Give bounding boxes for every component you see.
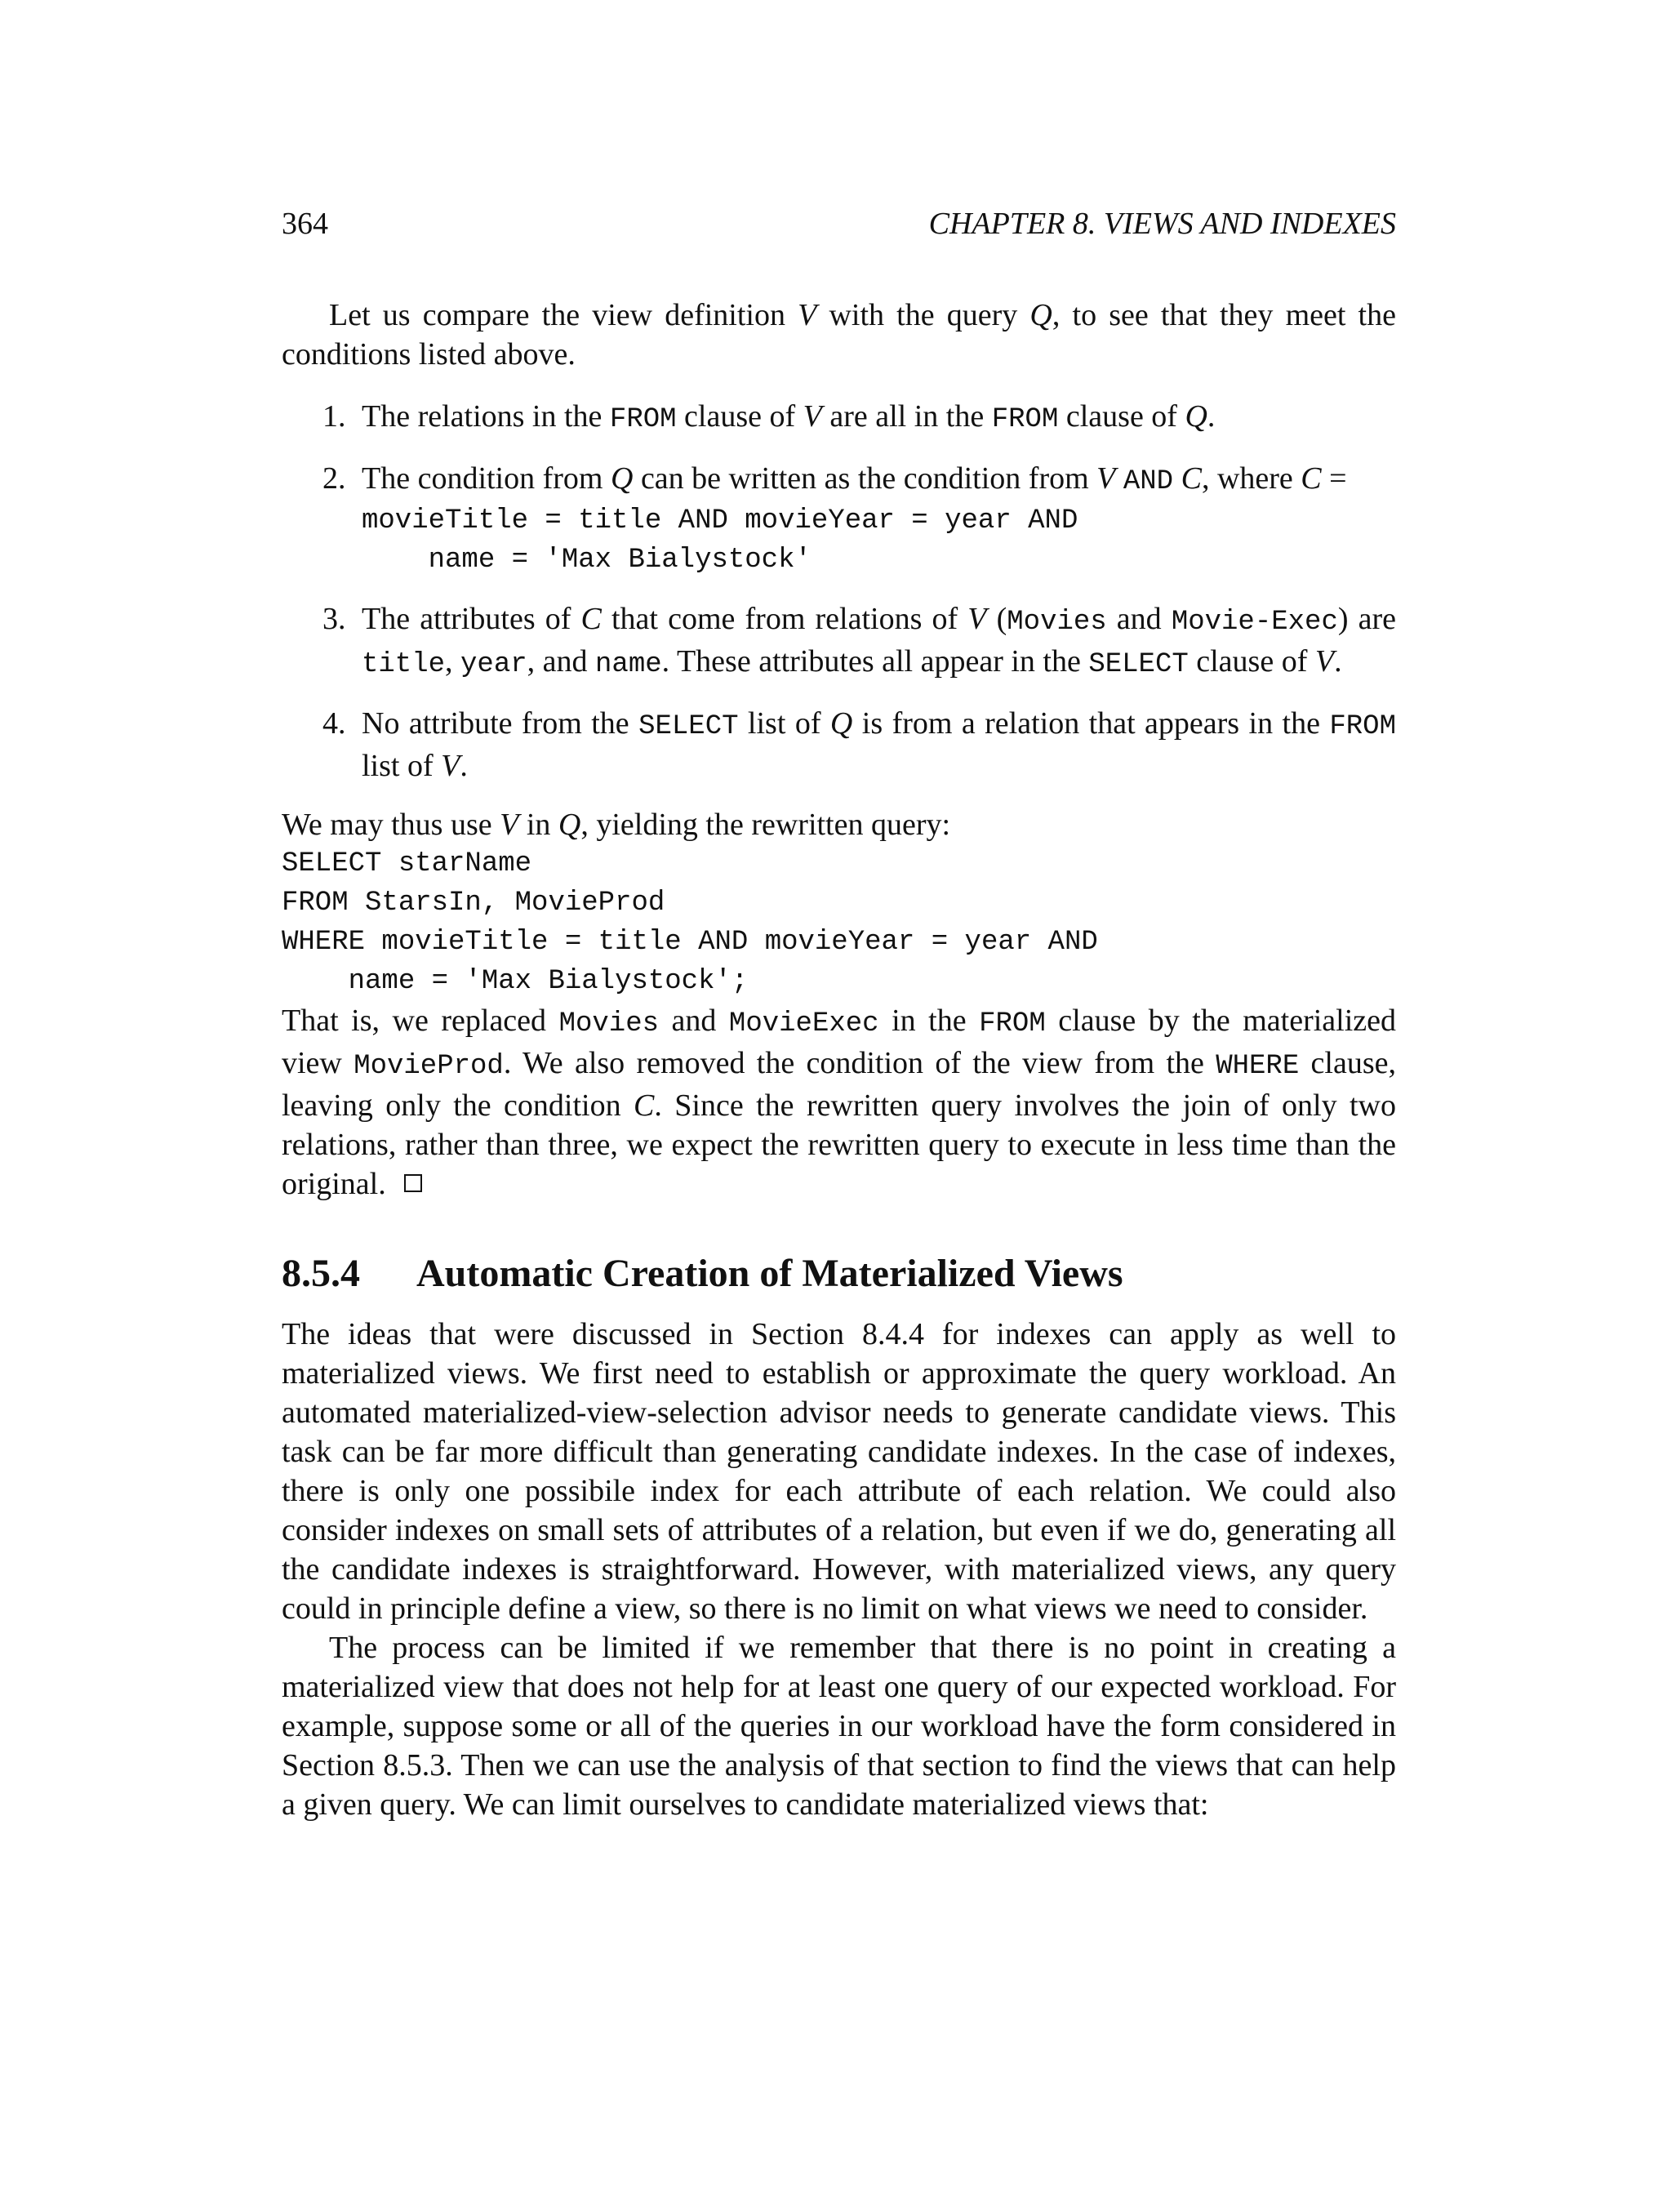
running-head (282, 204, 1396, 243)
chapter-title: CHAPTER 8. VIEWS AND INDEXES (928, 207, 1396, 241)
page (282, 204, 1396, 1824)
condition-item-4: 4. No attribute from the SELECT list of Q is from a relation that appears in the FROM list of V. (322, 706, 1396, 783)
page-number: 364 (282, 207, 328, 241)
rewrite-intro-paragraph: We may thus use V in Q, yielding the rewritten query: (282, 808, 951, 842)
conditions-list (282, 397, 1396, 786)
body-paragraph-1: The ideas that were discussed in Section 8.4.4 for indexes can apply as well to materialized views. We first need to establish or approximate the query workload. An automated materialized-view-selection advisor needs to generate candidate views. This task can be far more difficult than generating candidate indexes. In the case of indexes, there is only one possibile index for each attribute of each relation. We could also consider indexes on small sets of attributes of a relation, but even if we do, generating all the candidate indexes is straightforward. However, with materialized views, any query could in principle define a view, so there is no limit on what views we need to consider. (282, 1317, 1396, 1626)
section-number: 8.5.4 (282, 1252, 360, 1295)
section-heading (282, 1251, 1396, 1297)
body-paragraph-2: The process can be limited if we remember that there is no point in creating a materialized view that does not help for at least one query of our expected workload. For example, suppose some or all of the queries in our workload have the form considered in Section 8.5.3. Then we can use the analysis of that section to find the views that can help a given query. We can limit ourselves to candidate materialized views that: (282, 1631, 1396, 1822)
explanation-paragraph: That is, we replaced Movies and MovieExec in the FROM clause by the materialized view MovieProd. We also removed the condition of the view from the WHERE clause, leaving only the condition C. Since the rewritten query involves the join of only two relations, rather than three, we expect the rewritten query to execute in less time than the original. (282, 1004, 1397, 1201)
condition-item-3: 3. The attributes of C that come from relations of V (Movies and Movie-Exec) are title, year, and name. These attributes all appear in the SELECT clause of V. (322, 602, 1397, 680)
condition-code-block: movieTitle = title AND movieYear = year AND name = 'Max Bialystock' (362, 505, 1078, 576)
section-title: Automatic Creation of Materialized Views (416, 1252, 1123, 1295)
condition-item-1: 1. The relations in the FROM clause of V are all in the FROM clause of Q. (322, 399, 1216, 435)
end-of-proof-box-icon (404, 1174, 422, 1192)
intro-paragraph: Let us compare the view definition V with the query Q, to see that they meet the conditions listed above. (282, 298, 1396, 372)
rewritten-query-code-block: SELECT starName FROM StarsIn, MovieProd WHERE movieTitle = title AND movieYear = year AND name = 'Max Bialystock'; (282, 848, 1098, 997)
condition-item-2: 2. The condition from Q can be written as the condition from V AND C, where C = movieTitle = title AND movieYear = year AND name = 'Max Bialystock' (362, 459, 1396, 580)
